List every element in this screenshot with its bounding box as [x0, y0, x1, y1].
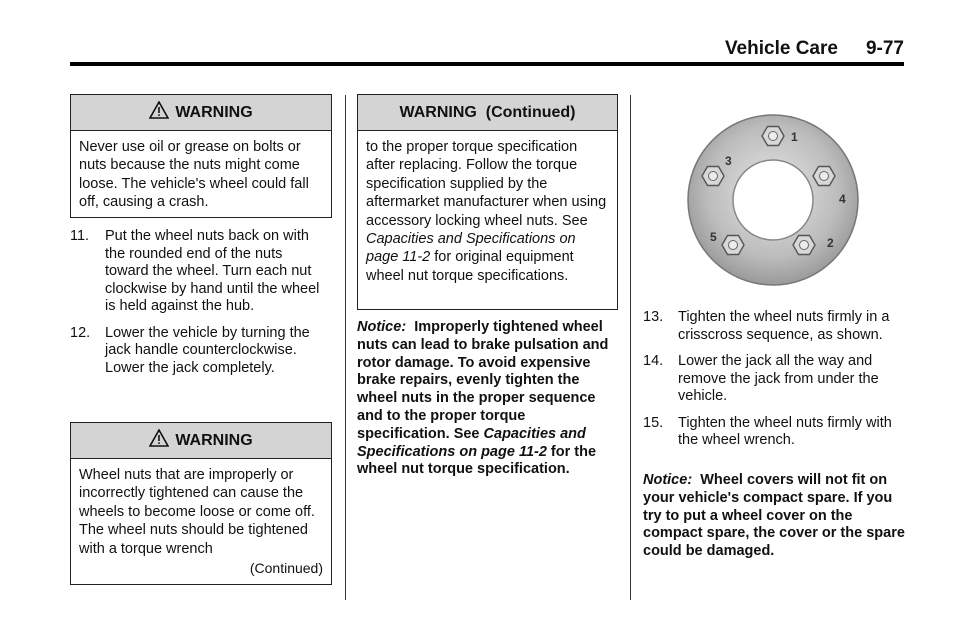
sequence-label: 4 — [839, 192, 846, 206]
page-reference-link: Capacities and Specifications on page 11-2 — [357, 425, 586, 460]
notice-paragraph: Notice: Improperly tightened wheel nuts can lead to brake pulsation and rotor damage. To avoid expensive brake repairs, evenly tighten the wheel nuts in the proper sequence and to the proper torque specification. See Capacities and Specifications on page 11-2 for the wheel nut torque specification. — [357, 319, 613, 478]
warning-text: Never use oil or grease on bolts or nuts because the nuts might come loose. The vehicle's wheel could fall off, causing a crash. — [79, 139, 309, 211]
notice-label: Notice: — [643, 472, 693, 488]
warning-title: WARNING — [175, 432, 253, 449]
warning-triangle-icon — [149, 101, 169, 119]
column-divider — [345, 95, 346, 600]
lug-nut-icon — [702, 167, 724, 186]
warning-box — [70, 94, 332, 218]
header-rule — [70, 62, 904, 66]
warning-box — [70, 422, 332, 585]
column-divider — [630, 95, 631, 600]
warning-title: WARNING — [175, 104, 253, 121]
lug-nut-icon — [762, 127, 784, 146]
warning-header — [71, 95, 331, 131]
notice-label: Notice: — [357, 319, 407, 335]
warning-text: Wheel nuts that are improperly or incorrectly tightened can cause the wheels to become loose or come off. The wheel nuts should be tightened with a torque wrench (Continued) — [79, 467, 323, 577]
section-title: Vehicle Care — [724, 38, 838, 59]
warning-header — [71, 423, 331, 459]
list-item: 12. Lower the vehicle by turning the jack handle counterclockwise. Lower the jack completely. — [70, 324, 310, 376]
lug-nut-icon — [813, 167, 835, 186]
warning-continued-box — [357, 94, 618, 310]
list-item: 15. Tighten the wheel nuts firmly with the wheel wrench. — [643, 414, 892, 448]
lug-nut-icon — [722, 236, 744, 255]
sequence-label: 2 — [827, 236, 834, 250]
warning-text: to the proper torque specification after replacing. Follow the torque specification supplied by the aftermarket manufacturer when using accessory locking wheel nuts. See Capacities and Specifications on page 11-2 for original equipment wheel nut torque specifications. — [366, 139, 607, 284]
sequence-label: 3 — [725, 154, 732, 168]
sequence-label: 1 — [791, 130, 798, 144]
page-header — [70, 38, 904, 64]
warning-header: WARNING (Continued) — [358, 95, 617, 131]
warning-triangle-icon — [149, 429, 169, 447]
list-item: 11. Put the wheel nuts back on with the rounded end of the nuts toward the wheel. Turn each nut clockwise by hand until the wheel is held against the hub. — [70, 228, 320, 314]
lug-nut-icon — [793, 236, 815, 255]
notice-paragraph: Notice: Wheel covers will not fit on your vehicle's compact spare. If you try to put a wheel cover on the compact spare, the cover or the spare could be damaged. — [643, 472, 909, 560]
page-number: 9-77 — [865, 38, 904, 59]
center-hole — [733, 160, 813, 240]
steps-list — [70, 228, 328, 386]
steps-list — [643, 309, 905, 459]
sequence-label: 5 — [710, 230, 717, 244]
list-item: 14. Lower the jack all the way and remove the jack from under the vehicle. — [643, 353, 879, 404]
wheel-nut-sequence-diagram — [683, 110, 863, 290]
page-reference-link: Capacities and Specifications on page 11-2 — [366, 231, 576, 266]
continued-label: (Continued) — [249, 560, 323, 577]
list-item: 13. Tighten the wheel nuts firmly in a crisscross sequence, as shown. — [643, 309, 890, 343]
